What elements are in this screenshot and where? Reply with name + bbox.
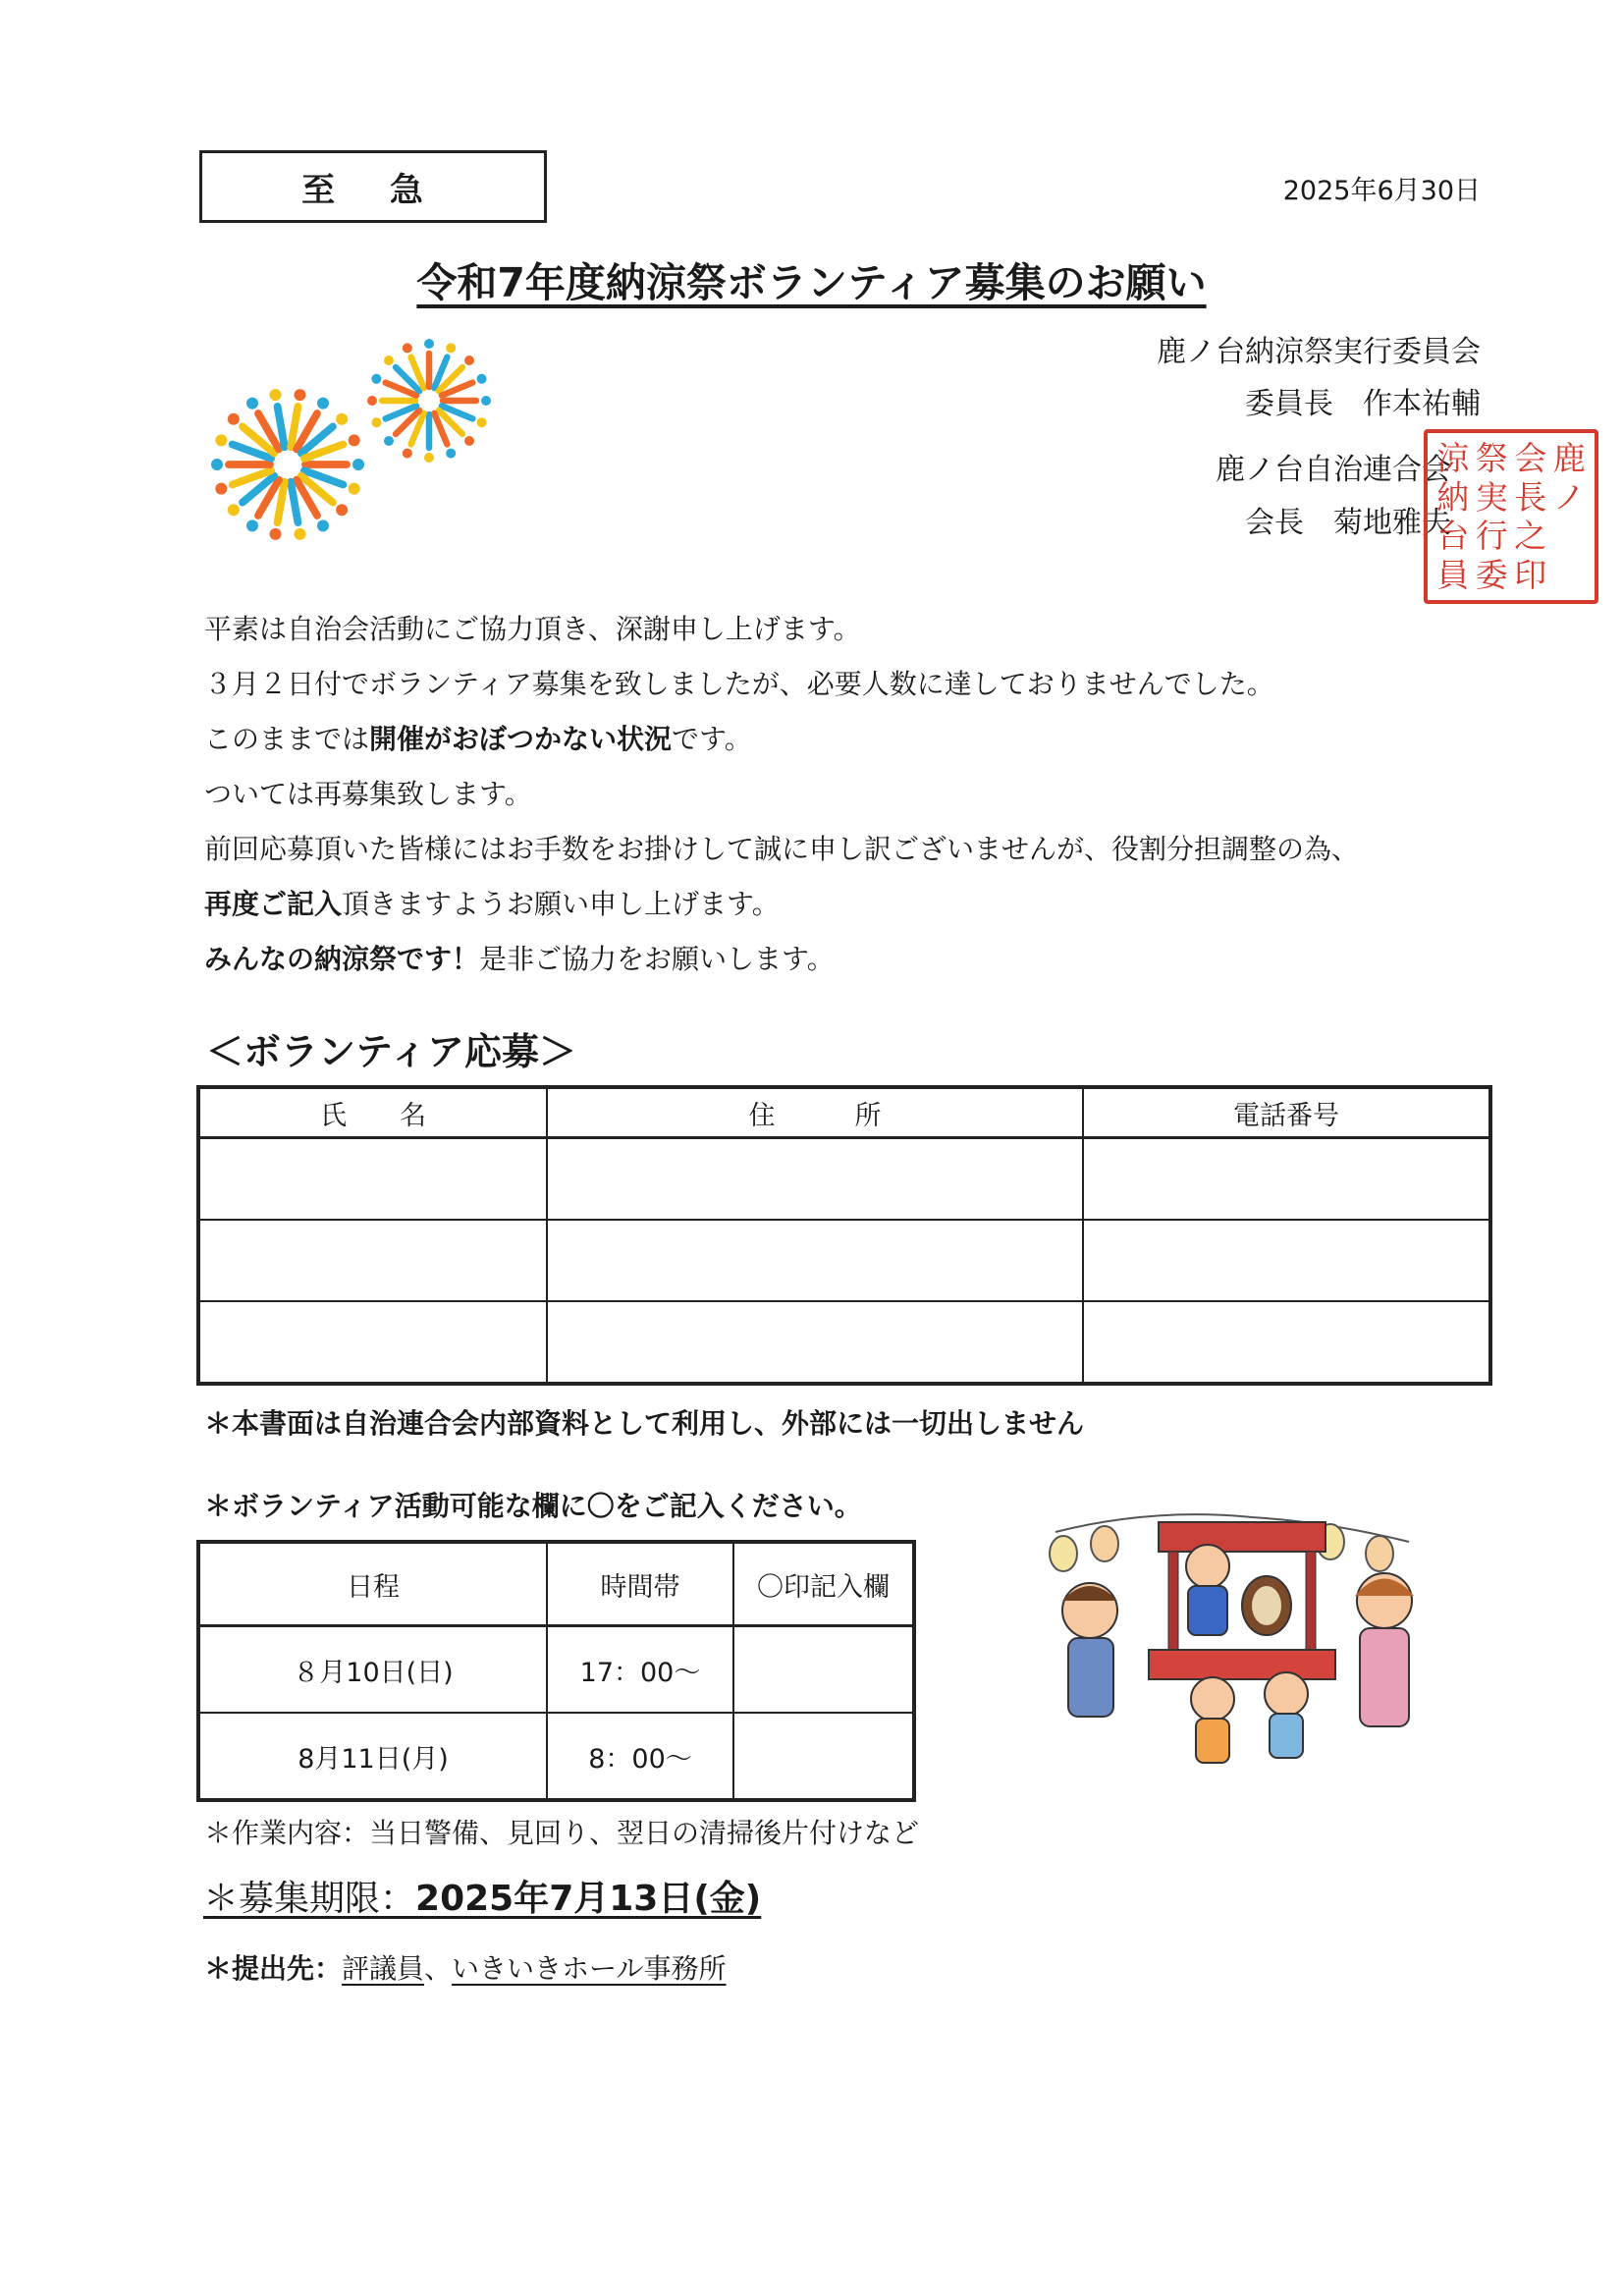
volunteer-application-table (196, 1085, 1492, 1386)
table-header-row (198, 1087, 1490, 1138)
schedule-date: ８月10日(日) (198, 1626, 547, 1714)
schedule-table (196, 1540, 916, 1802)
column-header-address: 住 所 (547, 1087, 1083, 1138)
children-characters (1191, 1672, 1308, 1763)
phone-field[interactable] (1083, 1138, 1490, 1221)
work-content-note: ＊作業内容：当日警備、見回り、翌日の清掃後片付けなど (204, 1817, 920, 1849)
mark-field[interactable] (733, 1713, 914, 1800)
association-president: 会長 菊地雅夫 (1245, 506, 1451, 540)
table-row (198, 1220, 1490, 1301)
address-field[interactable] (547, 1301, 1083, 1384)
body-line (204, 932, 1481, 987)
seal-char: 会 (1514, 439, 1547, 478)
body-emphasis: 再度ご記入 (204, 888, 343, 920)
schedule-time: 8：00～ (547, 1713, 733, 1800)
boy-character (1062, 1583, 1117, 1717)
page-title (0, 250, 1623, 308)
urgent-label: 至 急 (199, 150, 547, 223)
body-text (204, 602, 1481, 987)
seal-char: 長 (1514, 477, 1547, 517)
submit-dest-office: いきいきホール事務所 (452, 1952, 727, 1985)
body-text-span: このままでは (204, 723, 370, 755)
body-line: ３月２日付でボランティア募集を致しましたが、必要人数に達しておりませんでした。 (204, 668, 1274, 700)
firework-large (211, 389, 364, 540)
body-line: 平素は自治会活動にご協力頂き、深謝申し上げます。 (204, 613, 861, 645)
seal-char: 印 (1514, 555, 1547, 594)
address-field[interactable] (547, 1220, 1083, 1301)
body-line: 前回応募頂いた皆様にはお手数をお掛けして誠に申し訳ございませんが、役割分担調整の為、 (204, 833, 1360, 865)
application-deadline (203, 1871, 761, 1921)
privacy-note: ＊本書面は自治連合会内部資料として利用し、外部には一切出しません (204, 1407, 1085, 1440)
body-text-span: 頂きますようお願い申し上げます。 (342, 888, 780, 920)
seal-char: 員 (1436, 555, 1470, 594)
column-header-phone: 電話番号 (1083, 1087, 1490, 1138)
seal-char: 行 (1475, 517, 1508, 556)
seal-char: ノ (1552, 477, 1586, 517)
seal-char: 台 (1436, 517, 1470, 556)
firework-small (367, 339, 491, 463)
schedule-date: 8月11日(月) (198, 1713, 547, 1800)
mark-field[interactable] (733, 1626, 914, 1714)
official-seal-stamp (1424, 429, 1598, 604)
festival-illustration (1036, 1503, 1438, 1782)
table-header-row (198, 1542, 914, 1626)
seal-char: 委 (1475, 555, 1508, 594)
table-row (198, 1301, 1490, 1384)
body-line (204, 712, 1481, 767)
name-field[interactable] (198, 1138, 547, 1221)
schedule-instruction: ＊ボランティア活動可能な欄に〇をご記入ください。 (204, 1490, 862, 1522)
seal-char: 実 (1475, 477, 1508, 517)
column-header-mark: 〇印記入欄 (733, 1542, 914, 1626)
body-emphasis: 開催がおぼつかない状況 (369, 723, 673, 755)
table-row (198, 1138, 1490, 1221)
committee-name: 鹿ノ台納涼祭実行委員会 (1157, 335, 1481, 369)
committee-chair: 委員長 作本祐輔 (1245, 387, 1481, 421)
table-row (198, 1626, 914, 1714)
body-emphasis: みんなの納涼祭です！ (204, 943, 480, 975)
deadline-value: 2025年7月13日(金) (415, 1879, 762, 1919)
phone-field[interactable] (1083, 1301, 1490, 1384)
body-text-span: 是非ご協力をお願いします。 (479, 943, 835, 975)
name-field[interactable] (198, 1220, 547, 1301)
yagura-stage (1149, 1522, 1335, 1679)
body-line: ついては再募集致します。 (204, 778, 532, 810)
issue-date: 2025年6月30日 (1282, 176, 1481, 206)
address-field[interactable] (547, 1138, 1083, 1221)
column-header-name: 氏 名 (198, 1087, 547, 1138)
body-line (204, 877, 1481, 932)
seal-char: 納 (1436, 477, 1470, 517)
seal-characters (1434, 439, 1589, 594)
submit-label: ＊提出先： (204, 1952, 343, 1985)
woman-character (1355, 1573, 1414, 1726)
seal-char: 涼 (1436, 439, 1470, 478)
name-field[interactable] (198, 1301, 547, 1384)
page-title-text: 令和7年度納涼祭ボランティア募集のお願い (416, 259, 1207, 306)
submit-dest-councillor: 評議員 (342, 1952, 425, 1985)
phone-field[interactable] (1083, 1220, 1490, 1301)
table-row (198, 1713, 914, 1800)
seal-char: 之 (1514, 517, 1547, 556)
submission-destination (204, 1947, 727, 1987)
drummer-character (1186, 1545, 1229, 1635)
seal-char: 祭 (1475, 439, 1508, 478)
submit-separator: 、 (424, 1952, 453, 1985)
deadline-label: ＊募集期限： (203, 1879, 416, 1919)
seal-char: 鹿 (1552, 439, 1586, 478)
fireworks-illustration (201, 334, 506, 560)
body-text-span: です。 (672, 723, 752, 755)
column-header-date: 日程 (198, 1542, 547, 1626)
association-name: 鹿ノ台自治連合会 (1216, 453, 1451, 487)
volunteer-section-heading: ＜ボランティア応募＞ (206, 1030, 576, 1073)
schedule-time: 17：00～ (547, 1626, 733, 1714)
column-header-time: 時間帯 (547, 1542, 733, 1626)
